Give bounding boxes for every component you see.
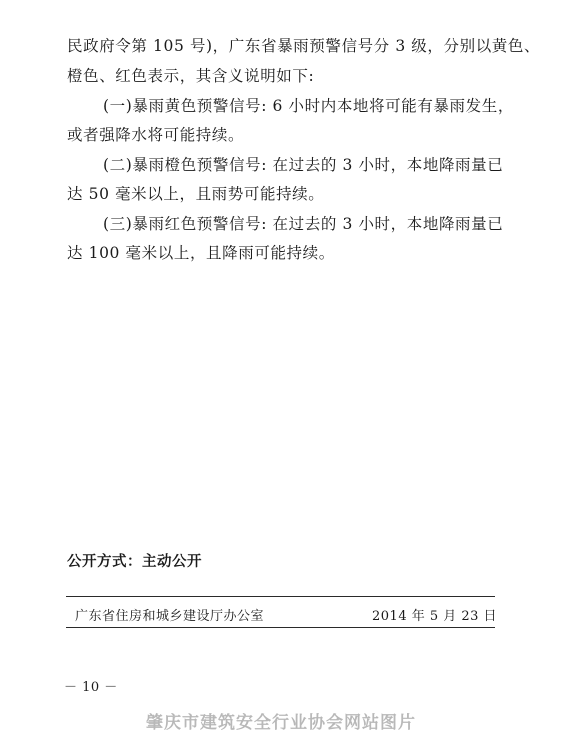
page-number: － 10 －: [64, 680, 118, 695]
body-line-5: (二)暴雨橙色预警信号: 在过去的 3 小时，本地降雨量已: [103, 156, 504, 174]
body-line-2: 橙色、红色表示，其含义说明如下:: [67, 67, 315, 85]
body-line-3: (一)暴雨黄色预警信号: 6 小时内本地将可能有暴雨发生，: [103, 97, 514, 115]
body-line-6: 达 50 毫米以上，且雨势可能持续。: [67, 185, 325, 203]
body-line-4: 或者强降水将可能持续。: [67, 126, 245, 144]
body-line-1: 民政府令第 105 号)，广东省暴雨预警信号分 3 级，分别以黄色、: [67, 37, 541, 55]
footer-date: 2014 年 5 月 23 日: [372, 609, 498, 624]
footer-rule-top: [66, 596, 495, 597]
footer-issuer: 广东省住房和城乡建设厅办公室: [75, 609, 265, 624]
body-line-8: 达 100 毫米以上，且降雨可能持续。: [67, 244, 335, 262]
footer-rule-bottom: [66, 627, 495, 628]
watermark-text: 肇庆市建筑安全行业协会网站图片: [146, 713, 416, 733]
disclosure-method: 公开方式：主动公开: [67, 554, 202, 570]
body-line-7: (三)暴雨红色预警信号: 在过去的 3 小时，本地降雨量已: [103, 215, 504, 233]
